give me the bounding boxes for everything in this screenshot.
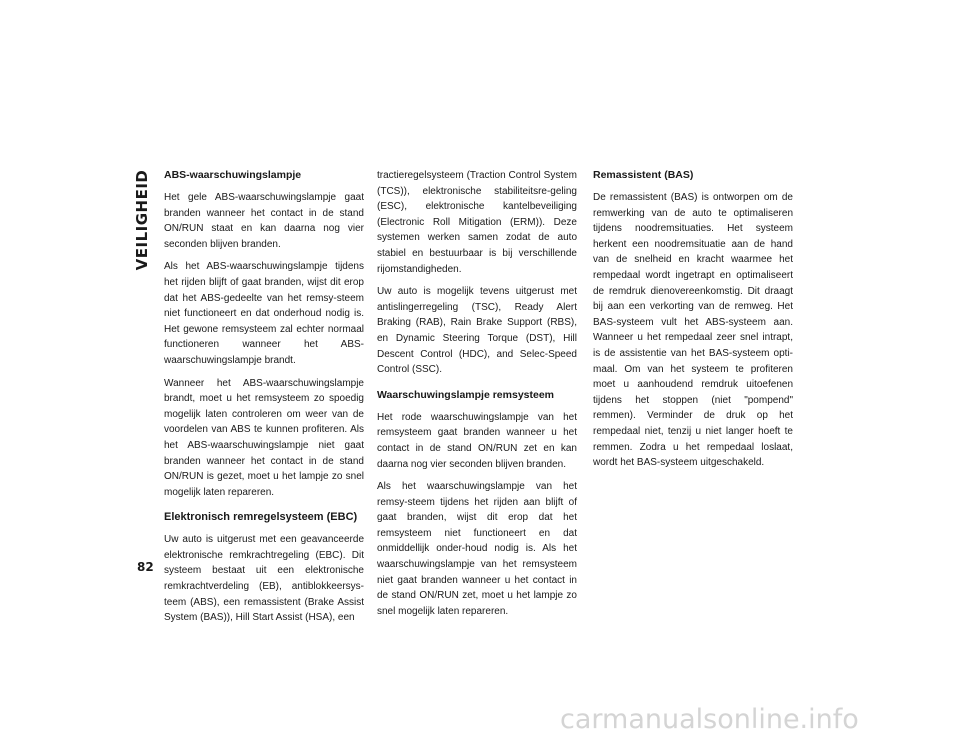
paragraph: Uw auto is mogelijk tevens uitgerust met antislingerregeling (TSC), Ready Alert Braking (RAB), Rain Brake Support (RBS), en Dynamic Steering Torque (DST), Hill Descent Control (HDC), and Selec-Speed Control (SSC). (377, 286, 577, 376)
section-tab (128, 160, 156, 280)
watermark: carmanualsonline.info (560, 704, 859, 735)
heading-ebc: Elektronisch remregelsysteem (EBC) (164, 511, 358, 524)
paragraph: Het rode waarschuwingslampje van het remsysteem gaat branden wanneer u het contact in de stand ON/RUN zet en kan daarna nog vier seconden blijven branden. (377, 411, 577, 470)
paragraph: De remassistent (BAS) is ontworpen om de remwerking van de auto te optimaliseren tijdens noodremsituaties. Het systeem herkent een noodremsituatie aan de hand van de snelheid en kracht waarmee het rempedaal wordt ingetrapt en optimaliseert de remdruk dienovereenkomstig. Dit draagt bij aan een verkorting van de remweg. Het BAS-systeem vult het ABS-systeem aan. Wanneer u het rempedaal zeer snel intrapt, is de assistentie van het BAS-systeem opti-maal. Om van het systeem te profiteren moet u aanhoudend remdruk uitoefenen tijdens het stoppen (niet "pompend" remmen). Verminder de druk op het rempedaal niet, tenzij u niet langer hoeft te remmen. Zodra u het rempedaal loslaat, wordt het BAS-systeem uitgeschakeld. (593, 192, 793, 469)
heading-abs-warning-light: ABS-waarschuwingslampje (164, 169, 302, 181)
heading-brake-assist: Remassistent (BAS) (593, 169, 694, 181)
section-tab-label: VEILIGHEID (133, 169, 151, 271)
paragraph: Het gele ABS-waarschuwingslampje gaat branden wanneer het contact in de stand ON/RUN staat en kan daarna nog vier seconden blijven branden. (164, 192, 364, 250)
text-column-1 (164, 168, 364, 633)
page-number: 82 (137, 560, 154, 574)
paragraph: Wanneer het ABS-waarschuwingslampje brandt, moet u het remsysteem zo spoedig mogelijk laten controleren om weer van de voordelen van ABS te kunnen profiteren. Als het ABS-waarschuwingslampje niet gaat branden wanneer het contact in de stand ON/RUN is gezet, moet u het lampje zo snel mogelijk laten repareren. (164, 377, 364, 498)
paragraph: Als het waarschuwingslampje van het remsy-steem tijdens het rijden aan blijft of gaat branden, wijst dit erop dat het remsysteem niet functioneert en dat onmiddellijk onder-houd nodig is. Als het waarschuwingslampje van het remsysteem niet gaat branden wanneer u het contact in de stand ON/RUN zet, moet u het lampje zo snel mogelijk laten repareren. (377, 481, 577, 617)
text-column-2 (377, 168, 577, 626)
paragraph: Als het ABS-waarschuwingslampje tijdens het rijden blijft of gaat branden, wijst dit erop dat het ABS-gedeelte van het remsy-steem niet functioneert en dat onderhoud nodig is. Het gewone remsysteem zal echter normaal functioneren wanneer het ABS-waarschuwingslampje brandt. (164, 261, 364, 366)
paragraph: Uw auto is uitgerust met een geavanceerde elektronische remkrachtregeling (EBC). Dit systeem bestaat uit een elektronische remkrachtverdeling (EB), antiblokkeersys-teem (ABS), een remassistent (Brake Assist System (BAS)), Hill Start Assist (HSA), een (164, 534, 364, 624)
paragraph: tractieregelsysteem (Traction Control System (TCS)), elektronische stabiliteitsre-geling (ESC), elektronische kantelbeveiliging (Electronic Roll Mitigation (ERM)). Deze systemen werken samen zodat de auto stabiel en bestuurbaar is bij verschillende rijomstandigheden. (377, 170, 577, 275)
heading-brake-warning-light: Waarschuwingslampje remsysteem (377, 388, 555, 401)
text-column-3 (593, 168, 793, 478)
